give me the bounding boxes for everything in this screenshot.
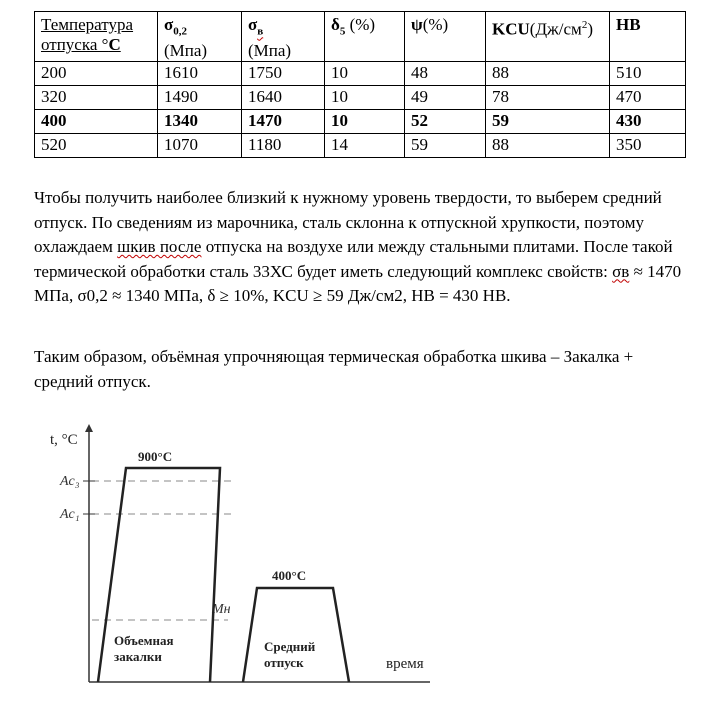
temper-label-line1: Средний xyxy=(264,639,316,654)
table-row-selected: 400 1340 1470 10 52 59 430 xyxy=(35,110,686,134)
header-tensile-strength: $\sigma_в$ (Мпа) xyxy=(242,12,325,62)
x-axis-label: время xyxy=(386,656,424,672)
header-elongation: $\delta_5$ (%) xyxy=(325,12,405,62)
y-axis-label: t, °C xyxy=(50,432,78,448)
header-impact-toughness: $KCU(Дж/см^2)$ xyxy=(486,12,610,62)
header-temperature: Температура отпуска °С xyxy=(35,12,158,62)
table-row: 520 1070 1180 14 59 88 350 xyxy=(35,134,686,158)
ac3-label: Ac₃ xyxy=(60,474,80,489)
quench-label-line2: закалки xyxy=(114,649,162,664)
table-row: 320 1490 1640 10 49 78 470 xyxy=(35,86,686,110)
paragraph-treatment-choice: Чтобы получить наиболее близкий к нужному уровень твердости, то выберем средний отпуск. По сведениям из марочника, сталь склонна к отпускной хрупкости, поэтому охлаждаем шкив после отпуска на воздухе или между стальными плитами. После такой термической обработки сталь 33ХС будет иметь следующий комплекс свойств: σв ≈ 1470 МПа, σ0,2 ≈ 1340 МПа, δ ≥ 10%, KCU ≥ 59 Дж/см2, HB = 430 HB. xyxy=(34,188,682,305)
table-row: 200 1610 1750 10 48 88 510 xyxy=(35,62,686,86)
paragraph-conclusion: Таким образом, объёмная упрочняющая термическая обработка шкива – Закалка + средний отпуск. xyxy=(34,347,634,391)
heat-treatment-diagram xyxy=(40,420,440,690)
quench-label-line1: Объемная xyxy=(114,633,174,648)
quench-temperature-label: 900°C xyxy=(138,449,173,464)
header-reduction-of-area: ψ(%) xyxy=(405,12,486,62)
table-header-row xyxy=(35,12,686,62)
ac1-label: Ac₁ xyxy=(60,507,80,522)
mn-label: Mн xyxy=(212,602,231,617)
properties-table xyxy=(34,11,686,158)
temper-temperature-label: 400°C xyxy=(272,568,307,583)
header-yield-strength: $\sigma_{0,2}$ (Мпа) xyxy=(158,12,242,62)
header-hardness: HB xyxy=(610,12,686,62)
temper-label-line2: отпуск xyxy=(264,655,304,670)
